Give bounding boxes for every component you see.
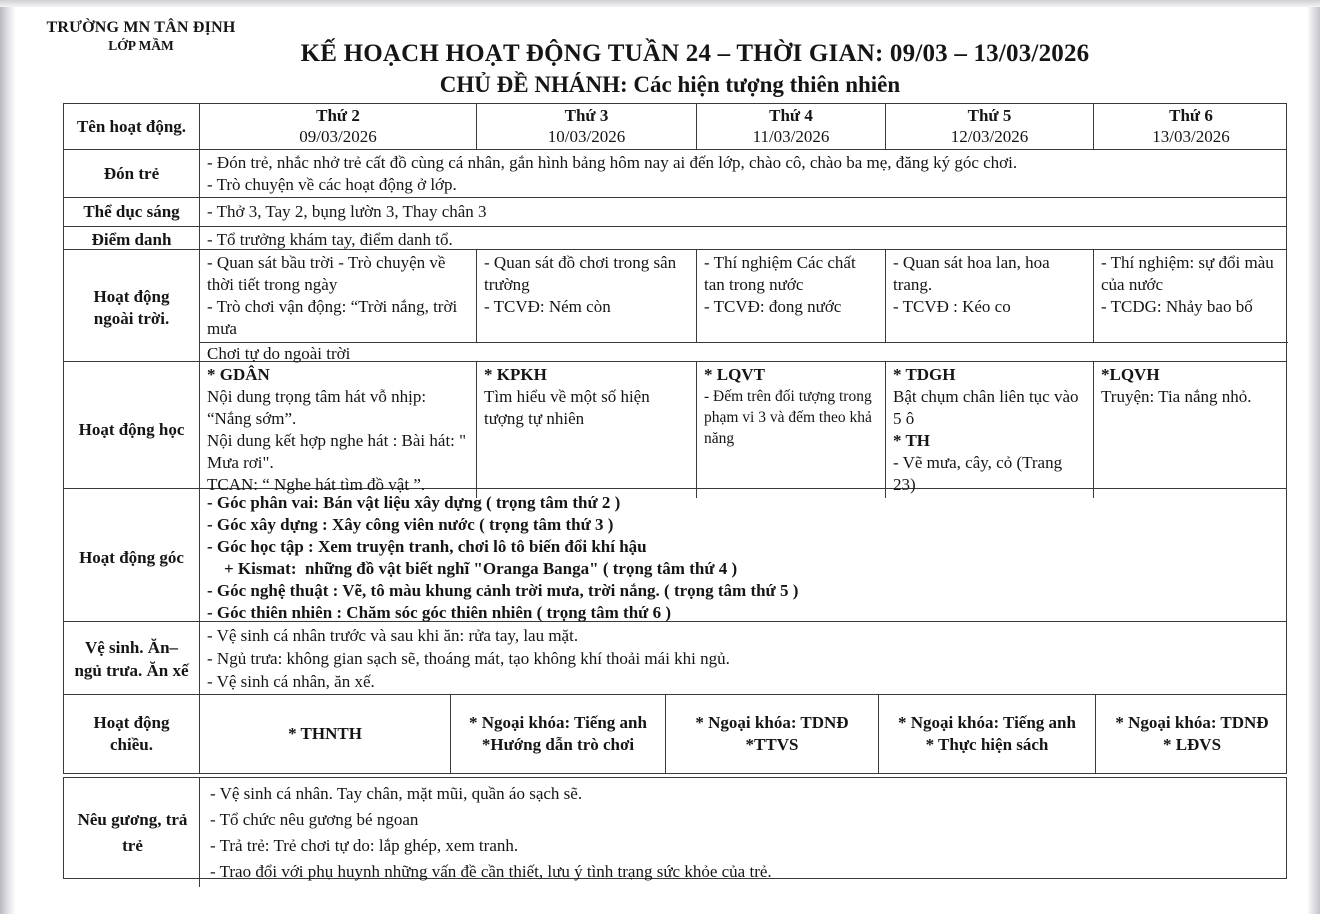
school-name: TRƯỜNG MN TÂN ĐỊNH xyxy=(46,19,236,36)
row-don-tre-label: Đón trẻ xyxy=(64,150,200,198)
row-neu-guong-label: Nêu gương, trả trẻ xyxy=(64,778,200,887)
row-hoat-dong-chieu-label: Hoạt động chiều. xyxy=(64,695,200,773)
row-neu-guong-content: - Vệ sinh cá nhân. Tay chân, mặt mũi, quần áo sạch sẽ. - Tổ chức nêu gương bé ngoan - Trả trẻ: Trẻ chơi tự do: lắp ghép, xem tranh. - Trao đổi với phụ huynh những vấn đề cần thiết, lưu ý tình trạng sức khỏe của trẻ. xyxy=(210,784,772,881)
hoc-wed: * LQVT - Đếm trên đối tượng trong phạm vi 3 và đếm theo khả năng xyxy=(697,362,886,498)
class-name: LỚP MẦM xyxy=(108,38,174,53)
row-diem-danh xyxy=(64,227,1286,250)
header-day-fri: Thứ 6 13/03/2026 xyxy=(1152,106,1230,146)
row-hoat-dong-hoc-label: Hoạt động học xyxy=(64,362,200,498)
row-ve-sinh-content: - Vệ sinh cá nhân trước và sau khi ăn: rửa tay, lau mặt. - Ngủ trưa: không gian sạch sẽ, thoáng mát, tạo không khí thoải mái khi ngủ. - Vệ sinh cá nhân, ăn xế. xyxy=(207,626,730,691)
row-don-tre xyxy=(64,150,1286,198)
weekly-plan-table xyxy=(63,103,1287,696)
photo-edge-top xyxy=(0,0,1320,7)
row-neu-guong xyxy=(64,778,1286,881)
row-hoat-dong-goc-label: Hoạt động góc xyxy=(64,489,200,626)
hoc-fri: *LQVH Truyện: Tia nắng nhỏ. xyxy=(1101,365,1252,406)
row-diem-danh-content: - Tổ trưởng khám tay, điểm danh tổ. xyxy=(207,230,453,249)
row-the-duc-sang xyxy=(64,198,1286,227)
chieu-thu: * Ngoại khóa: Tiếng anh * Thực hiện sách xyxy=(879,695,1096,773)
row-hoat-dong-goc-content: - Góc phân vai: Bán vật liệu xây dựng ( trọng tâm thứ 2 ) - Góc xây dựng : Xây công viên nước ( trọng tâm thứ 3 ) - Góc học tập : Xem truyện tranh, chơi lô tô biến đổi khí hậu + Kismat: những đồ vật biết nghĩ "Oranga Banga" ( trọng tâm thứ 4 ) - Góc nghệ thuật : Vẽ, tô màu khung cảnh trời mưa, trời nắng. ( trọng tâm thứ 5 ) - Góc thiên nhiên : Chăm sóc góc thiên nhiên ( trọng tâm thứ 6 ) xyxy=(207,493,799,622)
header-day-mon: Thứ 2 09/03/2026 xyxy=(200,104,477,149)
row-the-duc-sang-content: - Thở 3, Tay 2, bụng lườn 3, Thay chân 3 xyxy=(207,202,487,221)
row-the-duc-sang-label: Thể dục sáng xyxy=(64,198,200,226)
ngoai-troi-free-play: Chơi tự do ngoài trời xyxy=(200,342,1288,365)
hoc-tue: * KPKH Tìm hiểu về một số hiện tượng tự nhiên xyxy=(477,362,697,498)
document-title: KẾ HOẠCH HOẠT ĐỘNG TUẦN 24 – THỜI GIAN: 09/03 – 13/03/2026 xyxy=(300,40,1090,67)
chieu-wed: * Ngoại khóa: TDNĐ *TTVS xyxy=(666,695,879,773)
ngoai-troi-mon: - Quan sát bầu trời - Trò chuyện về thời tiết trong ngày - Trò chơi vận động: “Trời nắng, trời mưa xyxy=(200,250,477,342)
row-ngoai-troi-content xyxy=(200,250,1288,365)
header-day-tue: Thứ 3 10/03/2026 xyxy=(477,104,697,149)
chieu-fri: * Ngoại khóa: TDNĐ * LĐVS xyxy=(1115,713,1269,754)
row-ngoai-troi xyxy=(64,250,1286,362)
row-don-tre-content: - Đón trẻ, nhắc nhở trẻ cất đồ cùng cá nhân, gắn hình bảng hôm nay ai đến lớp, chào cô, chào ba mẹ, đăng ký góc chơi. - Trò chuyện về các hoạt động ở lớp. xyxy=(207,153,1018,194)
row-ve-sinh xyxy=(64,622,1286,695)
ngoai-troi-wed: - Thí nghiệm Các chất tan trong nước - TCVĐ: đong nước xyxy=(697,250,886,342)
header-row xyxy=(64,104,1286,150)
chieu-tue: * Ngoại khóa: Tiếng anh *Hướng dẫn trò chơi xyxy=(451,695,666,773)
ngoai-troi-fri: - Thí nghiệm: sự đổi màu của nước - TCDG: Nhảy bao bố xyxy=(1101,253,1274,316)
header-day-wed: Thứ 4 11/03/2026 xyxy=(697,104,886,149)
ngoai-troi-thu: - Quan sát hoa lan, hoa trang. - TCVĐ : Kéo co xyxy=(886,250,1094,342)
header-day-thu: Thứ 5 12/03/2026 xyxy=(886,104,1094,149)
afternoon-table xyxy=(63,694,1287,774)
ngoai-troi-tue: - Quan sát đồ chơi trong sân trường - TCVĐ: Ném còn xyxy=(477,250,697,342)
photo-edge-right xyxy=(1307,0,1320,914)
document-subtitle: CHỦ ĐỀ NHÁNH: Các hiện tượng thiên nhiên xyxy=(439,72,901,97)
row-ve-sinh-label: Vệ sinh. Ăn– ngủ trưa. Ăn xế xyxy=(64,622,200,695)
row-diem-danh-label: Điểm danh xyxy=(64,227,200,253)
hoc-mon: * GDÂN Nội dung trọng tâm hát vỗ nhịp: “Nắng sớm”. Nội dung kết hợp nghe hát : Bài hát: " Mưa rơi". TCAN: “ Nghe hát tìm đồ vật ”. xyxy=(200,362,477,498)
hoc-thu: * TDGH Bật chụm chân liên tục vào 5 ô * TH - Vẽ mưa, cây, cỏ (Trang 23) xyxy=(886,362,1094,498)
row-hoat-dong-goc xyxy=(64,489,1286,622)
chieu-mon: * THNTH xyxy=(200,695,451,773)
row-hoat-dong-hoc xyxy=(64,362,1286,494)
pickup-table xyxy=(63,777,1287,879)
header-activity-col: Tên hoạt động. xyxy=(64,104,200,149)
row-hoat-dong-chieu xyxy=(64,695,1286,773)
row-ngoai-troi-label: Hoạt động ngoài trời. xyxy=(64,250,200,365)
photo-edge-left xyxy=(0,0,16,914)
